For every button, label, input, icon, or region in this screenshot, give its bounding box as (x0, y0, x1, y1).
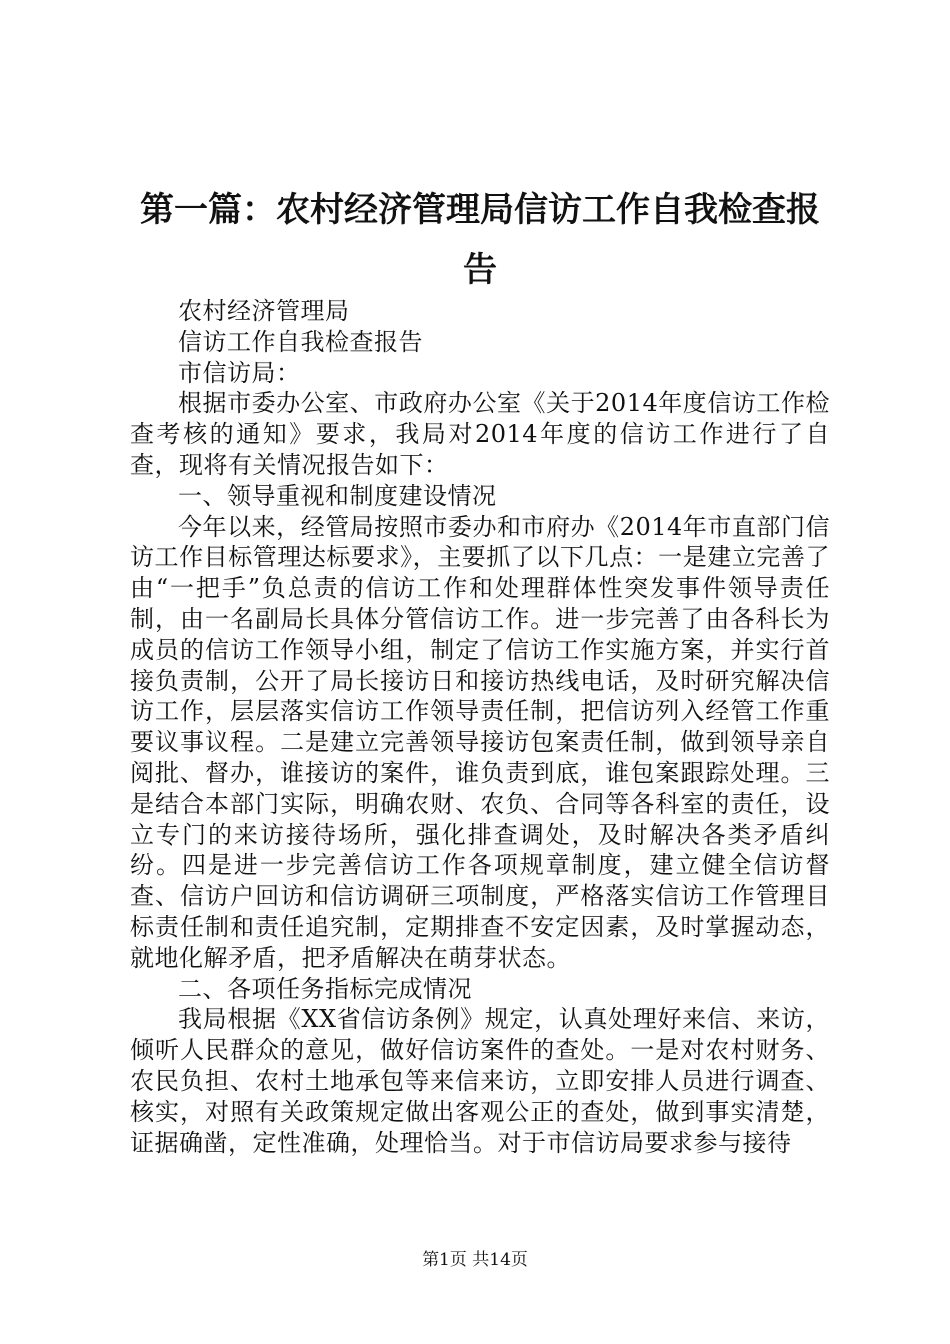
paragraph-section-2: 我局根据《XX省信访条例》规定，认真处理好来信、来访，倾听人民群众的意见，做好信访案件的查处。一是对农村财务、农民负担、农村土地承包等来信来访，立即安排人员进行调查、核实，对照有关政策规定做出客观公正的查处，做到事实清楚，证据确凿，定性准确，处理恰当。对于市信访局要求参与接待 (130, 1005, 830, 1157)
paragraph-recipient: 市信访局： (178, 358, 301, 387)
section-heading-2: 二、各项任务指标完成情况 (178, 974, 472, 1003)
section-heading-1: 一、领导重视和制度建设情况 (178, 481, 497, 510)
document-body (130, 296, 830, 1158)
paragraph-subtitle: 信访工作自我检查报告 (178, 327, 423, 356)
page-footer: 第1页 共14页 (422, 1250, 528, 1270)
paragraph-section-1: 今年以来，经管局按照市委办和市府办《2014年市直部门信访工作目标管理达标要求》，主要抓了以下几点：一是建立完善了由“一把手”负总责的信访工作和处理群体性突发事件领导责任制，由一名副局长具体分管信访工作。进一步完善了由各科长为成员的信访工作领导小组，制定了信访工作实施方案，并实行首接负责制，公开了局长接访日和接访热线电话，及时研究解决信访工作，层层落实信访工作领导责任制，把信访列入经管工作重要议事议程。二是建立完善领导接访包案责任制，做到领导亲自阅批、督办，谁接访的案件，谁负责到底，谁包案跟踪处理。三是结合本部门实际，明确农财、农负、合同等各科室的责任，设立专门的来访接待场所，强化排查调处，及时解决各类矛盾纠纷。四是进一步完善信访工作各项规章制度，建立健全信访督查、信访户回访和信访调研三项制度，严格落实信访工作管理目标责任制和责任追究制，定期排查不安定因素，及时掌握动态，就地化解矛盾，把矛盾解决在萌芽状态。 (130, 512, 830, 972)
document-title: 第一篇：农村经济管理局信访工作自我检查报告 (140, 190, 820, 290)
paragraph-intro: 根据市委办公室、市政府办公室《关于2014年度信访工作检查考核的通知》要求，我局对2014年度的信访工作进行了自查，现将有关情况报告如下： (130, 389, 830, 479)
paragraph-org: 农村经济管理局 (178, 297, 350, 325)
